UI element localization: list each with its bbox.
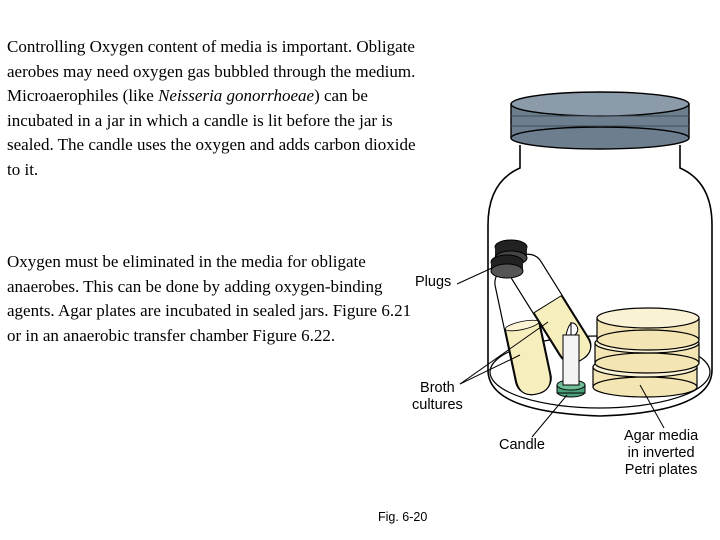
broth-label-line: Broth [420,380,455,396]
intro-text-start: Controlling Oxygen content of media is important. Obligate aerobes may need oxygen gas bubbled through the medium. Microaerophiles (like [7,37,416,105]
figure-caption: Fig. 6-20 [378,510,428,524]
plugs [491,240,527,278]
broth-cultures-label [412,380,463,414]
candle-label: Candle [499,437,545,453]
jar-lid [511,92,689,149]
anaerobe-paragraph: Oxygen must be eliminated in the media for obligate anaerobes. This can be done by adding oxygen-binding agents. Agar plates are incubated in sealed jars. Figure 6.21 or in an anaerobic transfer chamber Figure 6.22. [7,252,412,345]
agar-label-line: Petri plates [624,462,698,478]
plugs-label: Plugs [415,274,452,290]
agar-label-line: in inverted [627,445,695,461]
agar-label-line: Agar media [624,428,699,444]
petri-plate-stack [593,308,699,397]
broth-label-line: cultures [412,397,463,413]
organism-name: Neisseria gonorrhoeae [158,86,315,105]
intro-text-end: ) can be incubated in a jar in which a candle is lit before the jar is sealed. The candle uses the oxygen and adds carbon dioxide to it. [7,86,416,179]
agar-media-label [624,428,698,479]
